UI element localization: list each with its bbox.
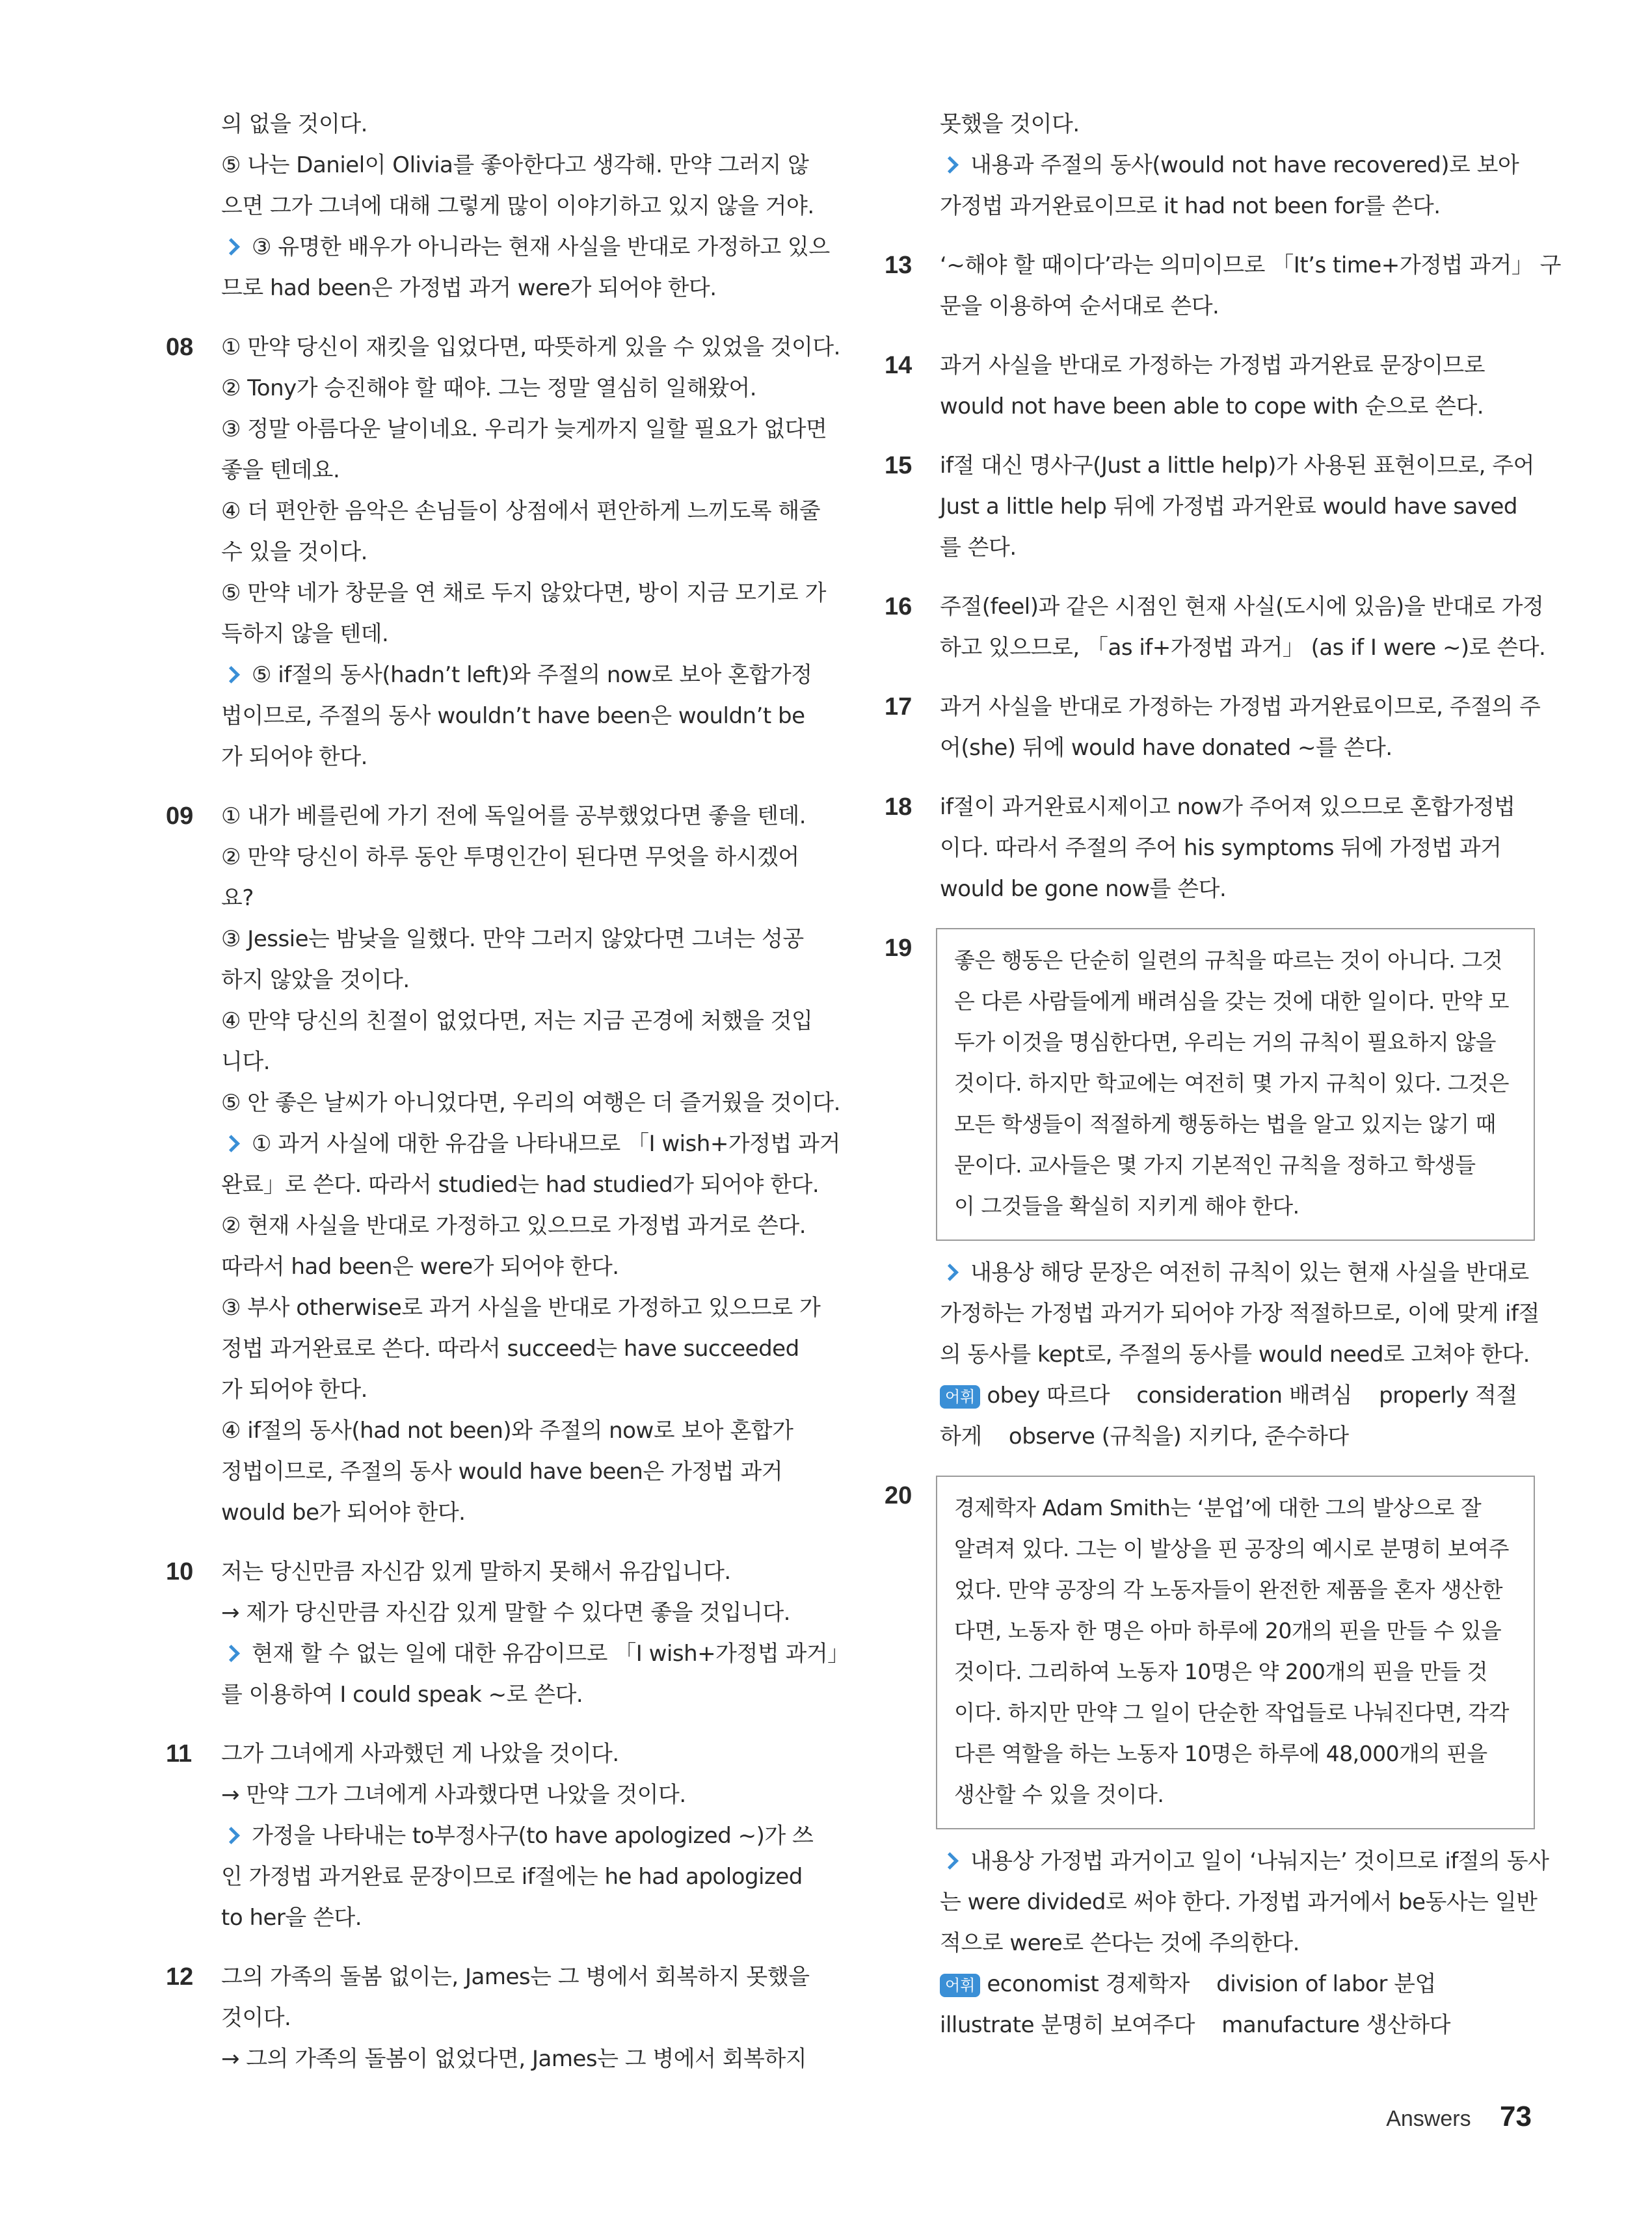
text-line xyxy=(940,587,1544,628)
text-line xyxy=(940,787,1535,828)
text-line xyxy=(221,1593,816,1634)
text-line xyxy=(221,491,821,532)
line-text: → 그의 가족의 돌봄이 없었다면, James는 그 병에서 회복하지 xyxy=(221,2046,807,2072)
line-text: would not have been able to cope with 순으로 쓴다. xyxy=(940,393,1484,419)
text-line xyxy=(940,445,1535,486)
item-number: 11 xyxy=(166,1740,193,1768)
line-text: 는 were divided로 써야 한다. 가정법 과거에서 be동사는 일반 xyxy=(940,1889,1538,1915)
text-line xyxy=(221,1857,816,1898)
line-text: 정법 과거완료로 쓴다. 따라서 succeed는 have succeeded xyxy=(221,1336,799,1362)
line-text: 좋을 텐데요. xyxy=(221,457,340,483)
line-text: would be가 되어야 한다. xyxy=(221,1500,466,1526)
text-line xyxy=(221,104,816,145)
passage-text: 문이다. 교사들은 몇 가지 기본적인 규칙을 정하고 학생들 xyxy=(954,1152,1476,1178)
line-text: Just a little help 뒤에 가정법 과거완료 would have saved xyxy=(940,494,1518,520)
line-text: → 만약 그가 그녀에게 사과했다면 나았을 것이다. xyxy=(221,1782,686,1808)
line-text: 완료」로 쓴다. 따라서 studied는 had studied가 되어야 한다. xyxy=(221,1172,819,1198)
passage-text: 었다. 만약 공장의 각 노동자들이 완전한 제품을 혼자 생산한 xyxy=(954,1577,1502,1602)
line-text: 주절(feel)과 같은 시점인 현재 사실(도시에 있음)을 반대로 가정 xyxy=(940,594,1544,620)
line-text: ③ Jessie는 밤낮을 일했다. 만약 그러지 않았다면 그녀는 성공 xyxy=(221,926,804,952)
text-line xyxy=(940,486,1535,527)
vocab-line xyxy=(940,2005,1535,2046)
line-text: 정법이므로, 주절의 동사 would have been은 가정법 과거 xyxy=(221,1459,783,1485)
text-line xyxy=(940,687,1541,728)
explanation-line xyxy=(221,1124,840,1165)
text-line xyxy=(221,1165,819,1206)
text-line xyxy=(221,1329,816,1370)
passage-box xyxy=(936,928,1535,1241)
line-text: 현재 할 수 없는 일에 대한 유감이므로 「I wish+가정법 과거」 xyxy=(252,1641,849,1667)
passage-text: 은 다른 사람들에게 배려심을 갖는 것에 대한 일이다. 만약 모 xyxy=(954,988,1509,1014)
item-number: 17 xyxy=(885,693,913,721)
answer-item xyxy=(885,787,1535,910)
item-number: 19 xyxy=(885,935,913,962)
passage-text: 모든 학생들이 적절하게 행동하는 법을 알고 있지는 않기 때 xyxy=(954,1111,1496,1137)
passage-line xyxy=(954,1063,1517,1104)
text-line xyxy=(940,869,1535,910)
answer-item xyxy=(885,104,1535,227)
text-line xyxy=(221,1492,816,1533)
line-text: 것이다. xyxy=(221,2005,291,2031)
line-text: ② Tony가 승진해야 할 때야. 그는 정말 열심히 일해왔어. xyxy=(221,375,757,401)
item-number: 18 xyxy=(885,793,913,821)
passage-line xyxy=(954,940,1517,981)
answer-item xyxy=(166,1552,849,1716)
line-text: 니다. xyxy=(221,1049,270,1075)
line-text: ① 과거 사실에 대한 유감을 나타내므로 「I wish+가정법 과거 xyxy=(252,1131,840,1157)
answer-item xyxy=(885,587,1546,669)
text-line xyxy=(940,1334,1535,1375)
line-text: 내용과 주절의 동사(would not have recovered)로 보아 xyxy=(970,152,1519,178)
vocab-badge: 어휘 xyxy=(940,1385,980,1409)
answer-item xyxy=(166,1734,816,1939)
line-text: 내용상 해당 문장은 여전히 규칙이 있는 현재 사실을 반대로 xyxy=(970,1260,1529,1286)
chevron-right-icon xyxy=(222,1645,240,1662)
text-line xyxy=(221,1247,816,1288)
line-text: 못했을 것이다. xyxy=(940,111,1080,137)
item-number: 20 xyxy=(885,1482,913,1509)
explanation-line xyxy=(221,1634,849,1675)
passage-line xyxy=(954,1733,1517,1774)
passage-text: 이 그것들을 확실히 지키게 해야 한다. xyxy=(954,1193,1299,1219)
text-line xyxy=(221,409,827,450)
line-text: ⑤ 만약 네가 창문을 연 채로 두지 않았다면, 방이 지금 모기로 가 xyxy=(221,580,826,606)
text-line xyxy=(940,828,1535,869)
answer-item xyxy=(885,928,1539,1457)
line-text: 적으로 were로 쓴다는 것에 주의한다. xyxy=(940,1930,1299,1956)
text-line xyxy=(221,1452,816,1492)
vocab-text: economist 경제학자 division of labor 분업 xyxy=(987,1971,1436,1997)
passage-text: 좋은 행동은 단순히 일련의 규칙을 따르는 것이 아니다. 그것 xyxy=(954,948,1502,973)
chevron-right-icon xyxy=(941,1264,959,1281)
passage-line xyxy=(954,1487,1517,1528)
item-number: 16 xyxy=(885,593,913,620)
chevron-right-icon xyxy=(941,156,959,174)
page-number: 73 xyxy=(1500,2101,1532,2132)
item-number: 15 xyxy=(885,452,913,479)
text-line xyxy=(221,1734,816,1775)
line-text: ② 현재 사실을 반대로 가정하고 있으므로 가정법 과거로 쓴다. xyxy=(221,1213,806,1239)
line-text: if절이 과거완료시제이고 now가 주어져 있으므로 혼합가정법 xyxy=(940,794,1515,820)
text-line xyxy=(221,1552,816,1593)
line-text: ④ if절의 동사(had not been)와 주절의 now로 보아 혼합가 xyxy=(221,1418,793,1444)
text-line xyxy=(940,728,1535,769)
passage-text: 이다. 하지만 만약 그 일이 단순한 작업들로 나눠진다면, 각각 xyxy=(954,1700,1509,1725)
text-line xyxy=(221,1370,816,1411)
text-line xyxy=(221,1288,821,1329)
line-text: ① 만약 당신이 재킷을 입었다면, 따뜻하게 있을 수 있었을 것이다. xyxy=(221,334,840,360)
text-line xyxy=(221,1083,840,1124)
line-text: 가정을 나타내는 to부정사구(to have apologized ~)가 쓰 xyxy=(252,1823,814,1849)
text-line xyxy=(221,2039,816,2080)
text-line xyxy=(940,527,1535,568)
vocab-text: 하게 observe (규칙을) 지키다, 준수하다 xyxy=(940,1424,1349,1450)
text-line xyxy=(940,386,1535,427)
text-line xyxy=(940,345,1535,386)
line-text: 법이므로, 주절의 동사 wouldn’t have been은 wouldn’t be xyxy=(221,703,805,729)
passage-line xyxy=(954,1610,1517,1651)
line-text: 이다. 따라서 주절의 주어 his symptoms 뒤에 가정법 과거 xyxy=(940,835,1502,861)
line-text: 를 쓴다. xyxy=(940,535,1017,561)
footer-label: Answers xyxy=(1386,2106,1471,2131)
passage-text: 것이다. 그리하여 노동자 10명은 약 200개의 핀을 만들 것 xyxy=(954,1659,1487,1684)
item-number: 09 xyxy=(166,802,194,830)
item-number: 14 xyxy=(885,352,913,379)
text-line xyxy=(221,614,816,655)
line-text: ① 내가 베를린에 가기 전에 독일어를 공부했었다면 좋을 텐데. xyxy=(221,803,806,829)
text-line xyxy=(221,532,816,573)
passage-line xyxy=(954,1774,1517,1815)
answer-item xyxy=(166,327,840,778)
text-line xyxy=(940,186,1535,227)
text-line xyxy=(221,878,816,919)
line-text: 의 동사를 kept로, 주절의 동사를 would need로 고쳐야 한다. xyxy=(940,1342,1530,1368)
passage-line xyxy=(954,1692,1517,1733)
line-text: 므로 had been은 가정법 과거 were가 되어야 한다. xyxy=(221,275,717,301)
line-text: ‘~해야 할 때이다’라는 의미이므로 「It’s time+가정법 과거」 구 xyxy=(940,252,1561,278)
text-line xyxy=(221,696,816,737)
text-line xyxy=(221,327,840,368)
text-line xyxy=(221,919,816,960)
chevron-right-icon xyxy=(222,1827,240,1844)
line-text: 가정법 과거완료이므로 it had not been for를 쓴다. xyxy=(940,193,1441,219)
line-text: ③ 부사 otherwise로 과거 사실을 반대로 가정하고 있으므로 가 xyxy=(221,1295,821,1321)
line-text: 그가 그녀에게 사과했던 게 나았을 것이다. xyxy=(221,1741,619,1767)
item-number: 12 xyxy=(166,1963,194,1991)
passage-text: 경제학자 Adam Smith는 ‘분업’에 대한 그의 발상으로 잘 xyxy=(954,1495,1482,1520)
text-line xyxy=(221,1957,816,1998)
answer-item xyxy=(166,796,840,1533)
text-line xyxy=(221,1042,816,1083)
answer-item xyxy=(885,445,1535,568)
text-line xyxy=(940,1882,1538,1923)
passage-box xyxy=(936,1476,1535,1829)
line-text: 수 있을 것이다. xyxy=(221,539,367,565)
text-line xyxy=(221,796,816,837)
explanation-line xyxy=(221,655,816,696)
item-number: 08 xyxy=(166,334,194,361)
text-line xyxy=(940,286,1535,327)
text-line xyxy=(221,1898,816,1939)
text-line xyxy=(221,837,816,878)
line-text: ⑤ 나는 Daniel이 Olivia를 좋아한다고 생각해. 만약 그러지 않 xyxy=(221,152,809,178)
line-text: 따라서 had been은 were가 되어야 한다. xyxy=(221,1254,619,1280)
line-text: if절 대신 명사구(Just a little help)가 사용된 표현이므로, 주어 xyxy=(940,453,1534,479)
text-line xyxy=(940,628,1546,669)
text-line xyxy=(940,1923,1535,1964)
explanation-line xyxy=(221,1816,816,1857)
passage-line xyxy=(954,1651,1517,1692)
text-line xyxy=(221,737,816,778)
text-line xyxy=(221,186,816,227)
line-text: 그의 가족의 돌봄 없이는, James는 그 병에서 회복하지 못했을 xyxy=(221,1964,810,1990)
passage-line xyxy=(954,1528,1517,1569)
text-line xyxy=(221,573,826,614)
page-footer xyxy=(1386,2101,1532,2133)
vocab-line xyxy=(940,1964,1535,2005)
line-text: 를 이용하여 I could speak ~로 쓴다. xyxy=(221,1682,583,1708)
text-line xyxy=(221,268,816,309)
explanation-line xyxy=(940,1841,1549,1882)
line-text: 인 가정법 과거완료 문장이므로 if절에는 he had apologized xyxy=(221,1864,803,1890)
passage-line xyxy=(954,1569,1517,1610)
answer-item xyxy=(885,345,1535,427)
answer-item xyxy=(166,1957,816,2080)
passage-line xyxy=(954,1145,1517,1186)
vocab-line xyxy=(940,1375,1535,1416)
passage-text: 알려져 있다. 그는 이 발상을 핀 공장의 예시로 분명히 보여주 xyxy=(954,1536,1509,1561)
answer-item xyxy=(885,1476,1549,2046)
text-line xyxy=(940,1293,1539,1334)
vocab-line xyxy=(940,1416,1535,1457)
text-line xyxy=(940,104,1535,145)
text-line xyxy=(221,1411,816,1452)
passage-line xyxy=(954,1022,1517,1063)
line-text: 문을 이용하여 순서대로 쓴다. xyxy=(940,293,1219,319)
line-text: to her을 쓴다. xyxy=(221,1905,362,1931)
passage-text: 것이다. 하지만 학교에는 여전히 몇 가지 규칙이 있다. 그것은 xyxy=(954,1070,1509,1096)
line-text: ⑤ 안 좋은 날씨가 아니었다면, 우리의 여행은 더 즐거웠을 것이다. xyxy=(221,1090,840,1116)
explanation-line xyxy=(940,1253,1535,1293)
line-text: ④ 만약 당신의 친절이 없었다면, 저는 지금 곤경에 처했을 것입 xyxy=(221,1008,813,1034)
line-text: would be gone now를 쓴다. xyxy=(940,876,1227,902)
passage-text: 두가 이것을 명심한다면, 우리는 거의 규칙이 필요하지 않을 xyxy=(954,1029,1496,1055)
text-line xyxy=(221,368,816,409)
line-text: ③ 유명한 배우가 아니라는 현재 사실을 반대로 가정하고 있으 xyxy=(252,234,830,260)
text-line xyxy=(221,960,816,1001)
line-text: 내용상 가정법 과거이고 일이 ‘나눠지는’ 것이므로 if절의 동사 xyxy=(970,1848,1549,1874)
line-text: 과거 사실을 반대로 가정하는 가정법 과거완료 문장이므로 xyxy=(940,352,1485,378)
chevron-right-icon xyxy=(941,1852,959,1870)
passage-line xyxy=(954,1186,1517,1227)
line-text: ⑤ if절의 동사(hadn’t left)와 주절의 now로 보아 혼합가정 xyxy=(252,662,812,688)
line-text: 가 되어야 한다. xyxy=(221,744,367,770)
left-column xyxy=(166,104,849,2098)
line-text: 하고 있으므로, 「as if+가정법 과거」 (as if I were ~)로 쓴다. xyxy=(940,635,1546,661)
explanation-line xyxy=(221,227,830,268)
text-line xyxy=(221,145,816,186)
answer-item xyxy=(885,245,1561,327)
passage-text: 다른 역할을 하는 노동자 10명은 하루에 48,000개의 핀을 xyxy=(954,1741,1487,1766)
vocab-text: illustrate 분명히 보여주다 manufacture 생산하다 xyxy=(940,2012,1451,2038)
chevron-right-icon xyxy=(222,1135,240,1152)
item-number: 10 xyxy=(166,1558,194,1585)
passage-line xyxy=(954,1104,1517,1145)
line-text: 어(she) 뒤에 would have donated ~를 쓴다. xyxy=(940,735,1392,761)
text-line xyxy=(221,450,816,491)
item-number: 13 xyxy=(885,252,913,279)
line-text: 과거 사실을 반대로 가정하는 가정법 과거완료이므로, 주절의 주 xyxy=(940,694,1541,720)
line-text: 저는 당신만큼 자신감 있게 말하지 못해서 유감입니다. xyxy=(221,1559,731,1585)
passage-text: 생산할 수 있을 것이다. xyxy=(954,1782,1164,1807)
line-text: 요? xyxy=(221,885,254,911)
line-text: 가정하는 가정법 과거가 되어야 가장 적절하므로, 이에 맞게 if절 xyxy=(940,1301,1539,1327)
right-column xyxy=(885,104,1561,2064)
line-text: 가 되어야 한다. xyxy=(221,1377,367,1403)
line-text: 의 없을 것이다. xyxy=(221,111,367,137)
text-line xyxy=(940,245,1561,286)
line-text: ④ 더 편안한 음악은 손님들이 상점에서 편안하게 느끼도록 해줄 xyxy=(221,498,821,524)
text-line xyxy=(221,1998,816,2039)
chevron-right-icon xyxy=(222,666,240,683)
line-text: ③ 정말 아름다운 날이네요. 우리가 늦게까지 일할 필요가 없다면 xyxy=(221,416,827,442)
passage-text: 다면, 노동자 한 명은 아마 하루에 20개의 핀을 만들 수 있을 xyxy=(954,1618,1502,1643)
text-line xyxy=(221,1206,816,1247)
line-text: → 제가 당신만큼 자신감 있게 말할 수 있다면 좋을 것입니다. xyxy=(221,1600,790,1626)
chevron-right-icon xyxy=(222,238,240,256)
explanation-line xyxy=(940,145,1535,186)
text-line xyxy=(221,1775,816,1816)
answer-item xyxy=(885,687,1541,769)
line-text: ② 만약 당신이 하루 동안 투명인간이 된다면 무엇을 하시겠어 xyxy=(221,844,799,870)
text-line xyxy=(221,1001,816,1042)
vocab-text: obey 따르다 consideration 배려심 properly 적절 xyxy=(987,1383,1517,1409)
vocab-badge: 어휘 xyxy=(940,1974,980,1997)
passage-line xyxy=(954,981,1517,1022)
line-text: 득하지 않을 텐데. xyxy=(221,621,389,647)
line-text: 하지 않았을 것이다. xyxy=(221,967,410,993)
text-line xyxy=(221,1675,816,1716)
answer-item xyxy=(166,104,830,309)
line-text: 으면 그가 그녀에 대해 그렇게 많이 이야기하고 있지 않을 거야. xyxy=(221,193,814,219)
